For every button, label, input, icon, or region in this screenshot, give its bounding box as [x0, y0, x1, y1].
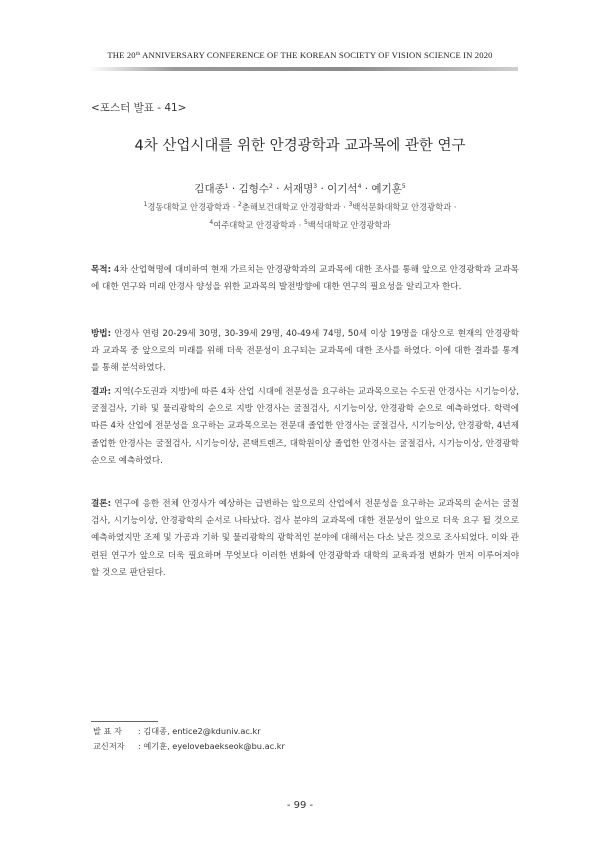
- conference-header-prefix: THE 20: [107, 50, 136, 60]
- affiliation-line-2: [0, 219, 600, 231]
- author-sup: 2: [269, 183, 273, 190]
- section-body-method: 안경사 연령 20-29세 30명, 30-39세 29명, 40-49세 74명, 50세 이상 19명을 대상으로 현재의 안경광학과 교과목 중 앞으로의 미래를 위해 더욱 전문성이 요구되는 교과목에 대한 조사를 하였다. 이에 대한 결과를 통계를 통해 분석하였다.: [91, 329, 519, 374]
- author-list: [0, 181, 600, 196]
- affiliation-text: 춘해보건대학교 안경광학과 ·: [241, 202, 349, 212]
- footnote-label-presenter: 발 표 자: [93, 726, 122, 736]
- section-purpose: [91, 262, 519, 296]
- author-separator: ·: [317, 183, 328, 195]
- affiliation-line-1: [0, 201, 600, 213]
- author-name: 이기석: [327, 183, 358, 195]
- affiliation-text: 백석문화대학교 안경광학과 ·: [352, 202, 457, 212]
- author-separator: ·: [228, 183, 239, 195]
- affiliation-sup: 3: [348, 201, 353, 208]
- section-body-purpose: 4차 산업혁명에 대비하여 현재 가르치는 안경광학과의 교과목에 대한 조사를 통해 앞으로 안경광학과 교과목에 대한 연구와 미래 안경사 양성을 위한 교과목의 발전방향에 대한 연구의 필요성을 알리고자 한다.: [91, 265, 519, 293]
- author-name: 서재명: [282, 183, 314, 195]
- section-result: [91, 384, 519, 470]
- section-method: [91, 326, 519, 378]
- author-sup: 1: [224, 183, 229, 190]
- author-name: 김대종: [194, 183, 225, 195]
- affiliation-sup: 5: [303, 219, 308, 226]
- section-conclusion: [91, 496, 519, 582]
- footnote-label-corresponding: 교신저자: [93, 741, 125, 751]
- section-heading-conclusion: 결론:: [91, 499, 112, 509]
- section-body-result: 지역(수도권과 지방)에 따른 4차 산업 시대에 전문성을 요구하는 교과목으로는 수도권 안경사는 시기능이상, 굴절검사, 기하 및 물리광학의 순으로 지방 안경사는 굴절검사, 시기능이상, 안경광학 순으로 예측하였다. 학력에 따른 4차 산업에 전문성을 요구하는 교과목으로는 전문대 졸업한 안경사는 굴절검사, 시기능이상, 안경광학, 4년제 졸업한 안경사는 굴절검사, 시기능이상, 콘택트렌즈, 대학원이상 졸업한 안경사는 굴절검사, 시기능이상, 안경광학 순으로 예측하였다.: [91, 387, 519, 466]
- paper-title: 4차 산업시대를 위한 안경광학과 교과목에 관한 연구: [134, 138, 466, 154]
- page-number: - 99 -: [286, 800, 314, 811]
- footnote-divider: [91, 721, 158, 722]
- author-name: 김형수: [238, 183, 270, 195]
- section-heading-result: 결과:: [91, 387, 112, 397]
- author-separator: ·: [361, 183, 372, 195]
- section-heading-purpose: 목적:: [91, 265, 112, 275]
- header-divider: [88, 67, 518, 71]
- footnote-value-corresponding: : 예기훈, eyelovebaekseok@bu.ac.kr: [138, 741, 285, 751]
- affiliation-text: 경동대학교 안경광학과 ·: [147, 202, 239, 212]
- footnote-presenter: [93, 726, 261, 737]
- author-sup: 3: [313, 183, 318, 190]
- author-sup: 5: [401, 183, 406, 190]
- affiliation-sup: 1: [143, 201, 148, 208]
- author-sup: 4: [357, 183, 362, 190]
- affiliation-text: 백석대학교 안경광학과: [307, 220, 391, 230]
- author-name: 예기훈: [371, 183, 402, 195]
- section-body-conclusion: 연구에 응한 전체 안경사가 예상하는 급변하는 앞으로의 산업에서 전문성을 요구하는 교과목의 순서는 굴절검사, 시기능이상, 안경광학의 순서로 나타났다. 검사 분야의 교과목에 대한 전문성이 앞으로 더욱 요구 될 것으로 예측하였지만 조제 및 가공과 기하 및 물리광학의 광학적인 분야에 대해서는 다소 낮은 것으로 조사되었다. 이와 관련된 연구가 앞으로 더욱 필요하며 무엇보다 이러한 변화에 안경광학과 대학의 교육과정 변화가 먼저 이루어져야 할 것으로 판단된다.: [91, 499, 519, 578]
- conference-header-ordinal: th: [135, 51, 141, 57]
- conference-header-rest: ANNIVERSARY CONFERENCE OF THE KOREAN SOCIETY OF VISION SCIENCE IN 2020: [140, 50, 493, 60]
- footnote-corresponding: [93, 741, 285, 752]
- section-heading-method: 방법:: [91, 329, 112, 339]
- affiliation-sup: 4: [209, 219, 214, 226]
- affiliation-text: 여주대학교 안경광학과 ·: [213, 220, 304, 230]
- conference-header: [0, 50, 600, 60]
- author-separator: ·: [272, 183, 283, 195]
- footnote-value-presenter: : 김대종, entice2@kduniv.ac.kr: [138, 726, 261, 736]
- affiliation-sup: 2: [238, 201, 242, 208]
- poster-tag: <포스터 발표 - 41>: [91, 102, 187, 114]
